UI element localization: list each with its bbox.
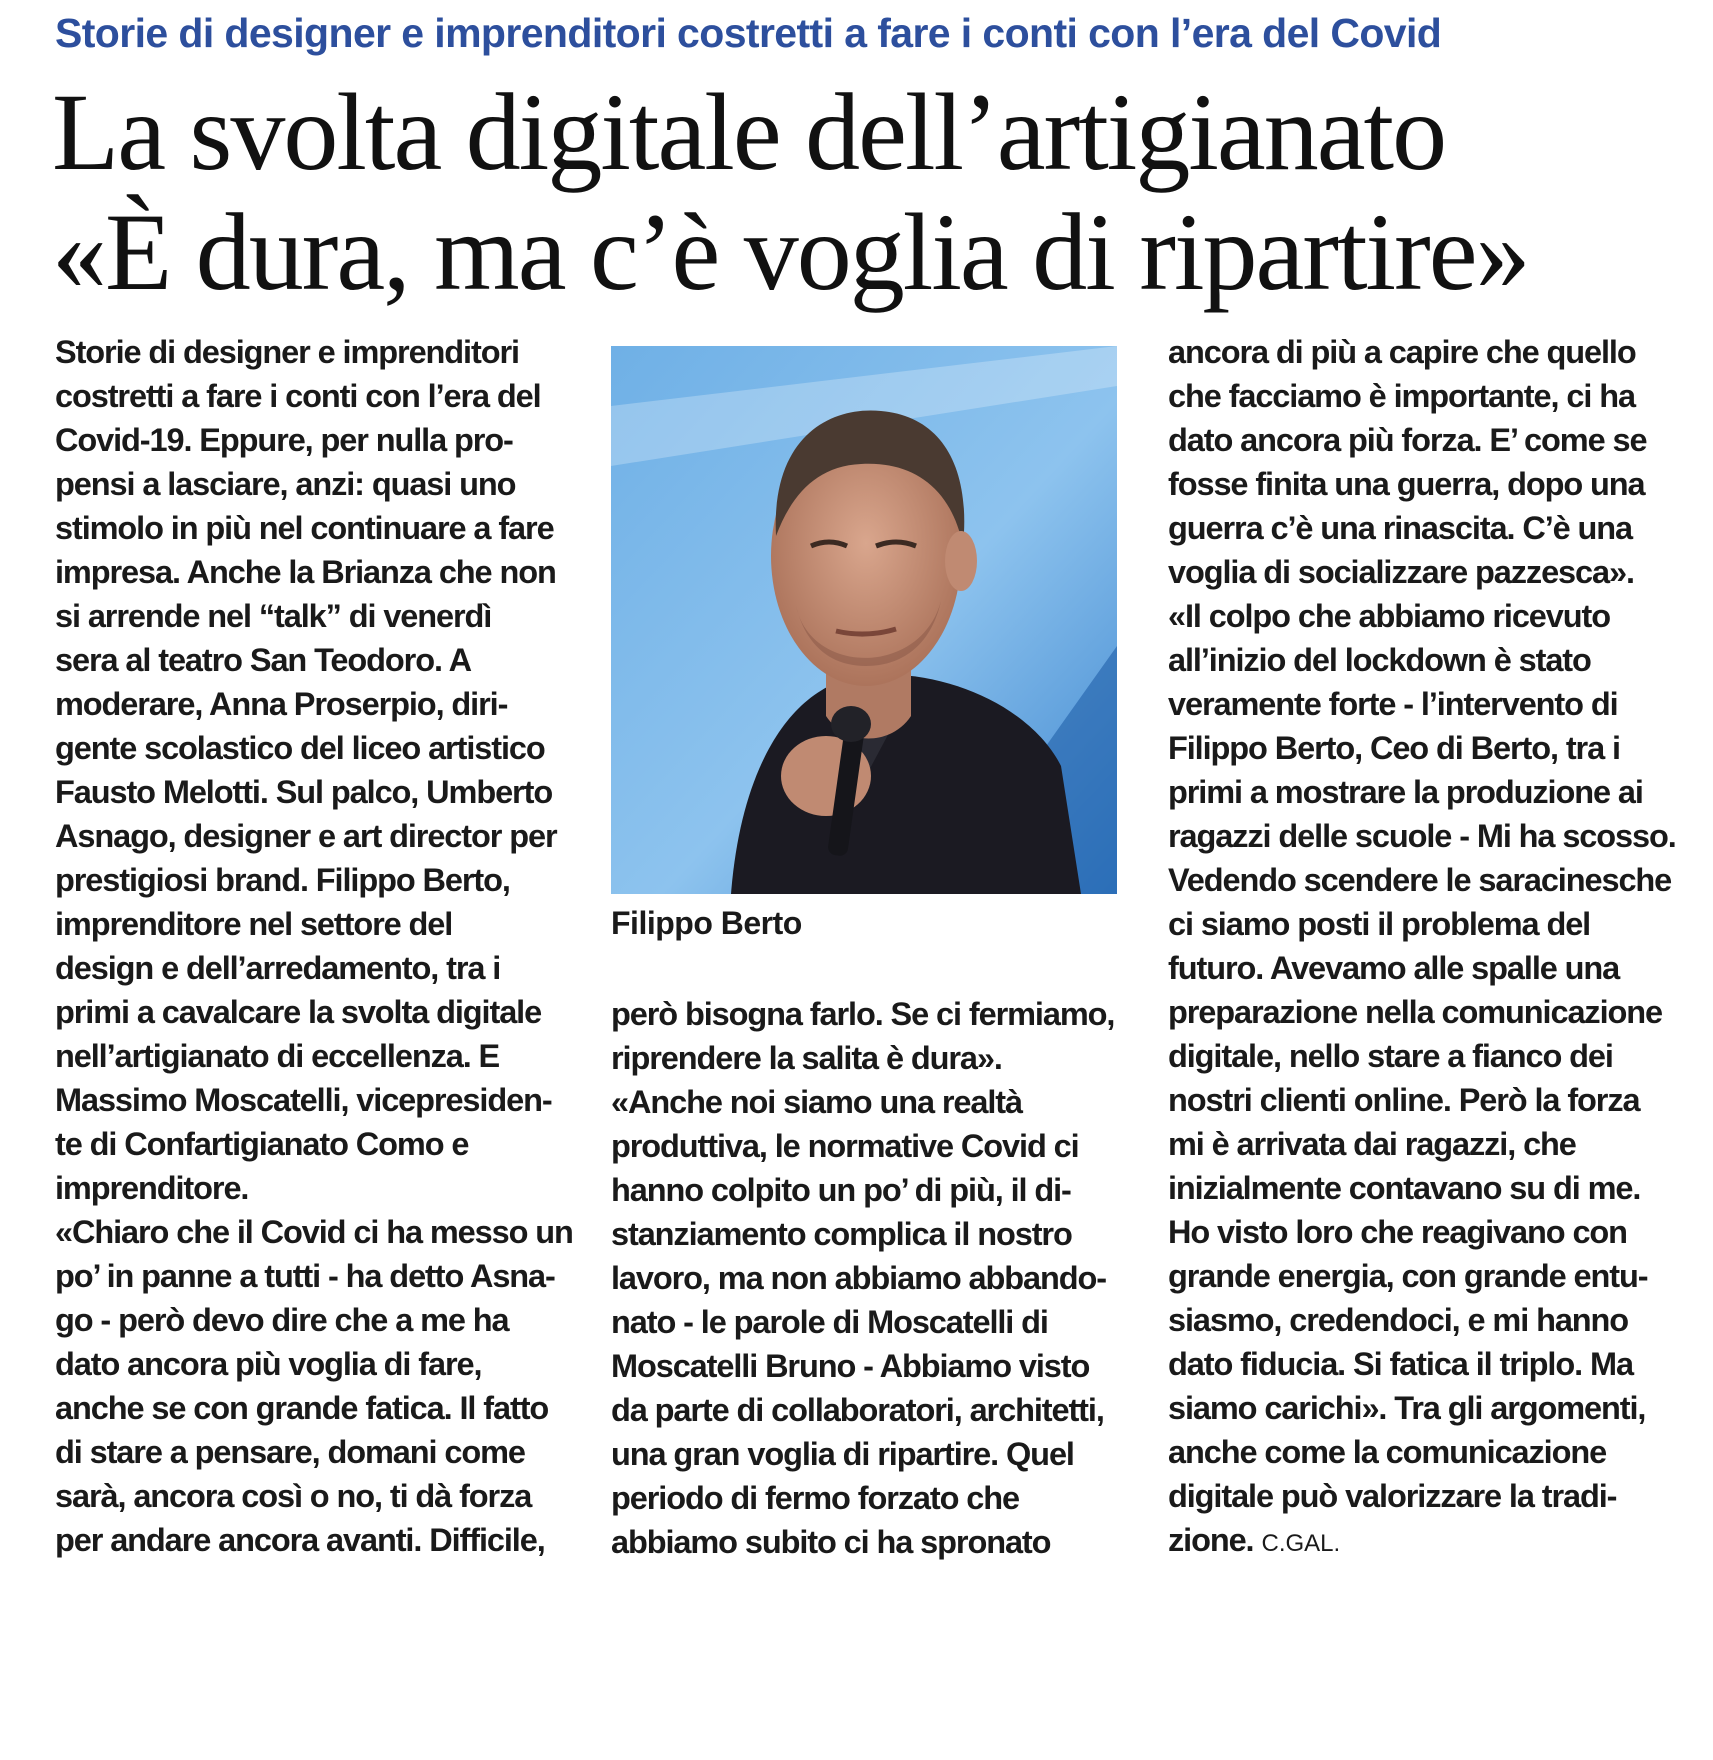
article-line-text: sera al teatro San Teodoro. A <box>55 642 471 678</box>
article-line <box>1168 1342 1673 1386</box>
article-line <box>55 550 560 594</box>
article-line-text: all’inizio del lockdown è stato <box>1168 642 1591 678</box>
article-line-text: zione. <box>1168 1522 1254 1558</box>
article-line-text: futuro. Avevamo alle spalle una <box>1168 950 1620 986</box>
article-line-text: veramente forte - l’intervento di <box>1168 686 1618 722</box>
article-line <box>55 638 560 682</box>
article-line-text: guerra c’è una rinascita. C’è una <box>1168 510 1633 546</box>
article-line-text: lavoro, ma non abbiamo abbando- <box>611 1260 1106 1296</box>
article-line-text: primi a cavalcare la svolta digitale <box>55 994 542 1030</box>
article-line <box>55 1254 560 1298</box>
article-line <box>1168 1210 1673 1254</box>
article-line-text: abbiamo subito ci ha spronato <box>611 1524 1051 1560</box>
article-line-text: siasmo, credendoci, e mi hanno <box>1168 1302 1629 1338</box>
article-line <box>1168 1386 1673 1430</box>
article-line <box>55 726 560 770</box>
article-line <box>611 1432 1116 1476</box>
headline <box>52 72 1529 312</box>
article-line <box>55 1122 560 1166</box>
author-byline: C.GAL. <box>1261 1530 1341 1557</box>
article-line-text: prestigiosi brand. Filippo Berto, <box>55 862 510 898</box>
article-line-text: ci siamo posti il problema del <box>1168 906 1591 942</box>
article-line <box>55 1298 560 1342</box>
article-line <box>1168 418 1673 462</box>
article-line <box>1168 902 1673 946</box>
portrait-photo <box>611 346 1117 894</box>
article-line-text: impresa. Anche la Brianza che non <box>55 554 556 590</box>
article-line <box>1168 770 1673 814</box>
article-line <box>55 374 560 418</box>
article-line <box>1168 638 1673 682</box>
article-line <box>1168 1474 1673 1518</box>
article-line-text: per andare ancora avanti. Difficile, <box>55 1522 545 1558</box>
article-line <box>611 1344 1116 1388</box>
article-line <box>55 462 560 506</box>
article-line-text: si arrende nel “talk” di venerdì <box>55 598 492 634</box>
article-line <box>1168 814 1676 858</box>
article-line <box>611 992 1116 1036</box>
article-line-text: che facciamo è importante, ci ha <box>1168 378 1635 414</box>
article-line-text: mi è arrivata dai ragazzi, che <box>1168 1126 1576 1162</box>
article-line-text: voglia di socializzare pazzesca». <box>1168 554 1634 590</box>
article-line <box>611 1124 1116 1168</box>
article-column-2 <box>611 992 1116 1564</box>
article-line-text: Covid-19. Eppure, per nulla pro- <box>55 422 513 458</box>
article-line-text: «Anche noi siamo una realtà <box>611 1084 1022 1120</box>
article-line-text: nostri clienti online. Però la forza <box>1168 1082 1640 1118</box>
headline-line-1: La svolta digitale dell’artigianato <box>52 71 1446 193</box>
article-line-text: Ho visto loro che reagivano con <box>1168 1214 1627 1250</box>
article-line-text: digitale può valorizzare la tradi- <box>1168 1478 1617 1514</box>
article-line-text: Asnago, designer e art director per <box>55 818 557 854</box>
article-line-text: siamo carichi». Tra gli argomenti, <box>1168 1390 1646 1426</box>
article-line <box>55 1342 560 1386</box>
article-line <box>55 770 560 814</box>
article-line-text: fosse finita una guerra, dopo una <box>1168 466 1645 502</box>
article-line-text: te di Confartigianato Como e <box>55 1126 469 1162</box>
article-line <box>55 682 560 726</box>
article-line-text: inizialmente contavano su di me. <box>1168 1170 1641 1206</box>
article-line <box>55 946 560 990</box>
article-line <box>1168 990 1673 1034</box>
article-line-text: hanno colpito un po’ di più, il di- <box>611 1172 1071 1208</box>
article-line <box>1168 374 1673 418</box>
article-line-text: Moscatelli Bruno - Abbiamo visto <box>611 1348 1090 1384</box>
article-line <box>55 1166 560 1210</box>
article-line-text: grande energia, con grande entu- <box>1168 1258 1648 1294</box>
article-line <box>55 1474 560 1518</box>
article-line <box>55 1210 573 1254</box>
article-line-text: sarà, ancora così o no, ti dà forza <box>55 1478 532 1514</box>
article-line <box>611 1300 1116 1344</box>
article-line-text: gente scolastico del liceo artistico <box>55 730 545 766</box>
article-line <box>55 1386 560 1430</box>
article-line <box>1168 506 1673 550</box>
article-line <box>1168 1430 1673 1474</box>
article-line <box>1168 1078 1673 1122</box>
article-line <box>611 1036 1116 1080</box>
article-line <box>611 1080 1116 1124</box>
kicker: Storie di designer e imprenditori costretti a fare i conti con l’era del Covid <box>55 10 1442 56</box>
article-line-text: costretti a fare i conti con l’era del <box>55 378 541 414</box>
article-line-text: riprendere la salita è dura». <box>611 1040 1002 1076</box>
article-line <box>55 1034 560 1078</box>
article-line <box>1168 1122 1673 1166</box>
article-line-text: go - però devo dire che a me ha <box>55 1302 509 1338</box>
article-line <box>55 330 560 374</box>
article-line <box>55 990 560 1034</box>
article-line <box>1168 1254 1673 1298</box>
article-line-text: una gran voglia di ripartire. Quel <box>611 1436 1074 1472</box>
article-line-text: Storie di designer e imprenditori <box>55 334 519 370</box>
article-line-text: Massimo Moscatelli, vicepresiden- <box>55 1082 552 1118</box>
article-line <box>55 1430 560 1474</box>
article-line-text: da parte di collaboratori, architetti, <box>611 1392 1104 1428</box>
article-line-text: anche come la comunicazione <box>1168 1434 1607 1470</box>
article-line <box>611 1476 1116 1520</box>
article-line <box>1168 1166 1673 1210</box>
article-line-text: primi a mostrare la produzione ai <box>1168 774 1643 810</box>
article-line <box>1168 946 1673 990</box>
article-line-text: Filippo Berto, Ceo di Berto, tra i <box>1168 730 1620 766</box>
article-line-text: «Chiaro che il Covid ci ha messo un <box>55 1214 573 1250</box>
headline-line-2: «È dura, ma c’è voglia di ripartire» <box>52 191 1529 313</box>
photo-caption: Filippo Berto <box>611 905 802 941</box>
article-line-text: però bisogna farlo. Se ci fermiamo, <box>611 996 1115 1032</box>
portrait-illustration <box>611 346 1117 894</box>
article-line <box>611 1520 1116 1564</box>
article-line <box>1168 330 1673 374</box>
article-line-text: di stare a pensare, domani come <box>55 1434 525 1470</box>
article-line <box>55 1078 560 1122</box>
article-line <box>55 1518 560 1562</box>
article-line-text: stanziamento complica il nostro <box>611 1216 1072 1252</box>
article-line-text: imprenditore. <box>55 1170 249 1206</box>
article-line <box>611 1212 1116 1256</box>
article-line <box>1168 682 1673 726</box>
article-line <box>1168 1034 1673 1078</box>
article-line-text: nell’artigianato di eccellenza. E <box>55 1038 500 1074</box>
article-line-text: nato - le parole di Moscatelli di <box>611 1304 1048 1340</box>
article-line-text: Fausto Melotti. Sul palco, Umberto <box>55 774 553 810</box>
article-line-text: produttiva, le normative Covid ci <box>611 1128 1079 1164</box>
article-line-text: preparazione nella comunicazione <box>1168 994 1662 1030</box>
article-line <box>1168 550 1673 594</box>
article-line-text: moderare, Anna Proserpio, diri- <box>55 686 508 722</box>
article-line <box>55 902 560 946</box>
article-line <box>55 506 560 550</box>
article-line <box>55 594 560 638</box>
article-line <box>55 814 560 858</box>
article-line-text: ancora di più a capire che quello <box>1168 334 1636 370</box>
article-line-text: imprenditore nel settore del <box>55 906 453 942</box>
article-line-text: dato fiducia. Si fatica il triplo. Ma <box>1168 1346 1633 1382</box>
article-column-3 <box>1168 330 1676 1562</box>
article-line-text: ragazzi delle scuole - Mi ha scosso. <box>1168 818 1676 854</box>
article-line-text: dato ancora più voglia di fare, <box>55 1346 482 1382</box>
article-line-text: design e dell’arredamento, tra i <box>55 950 501 986</box>
article-line-text: dato ancora più forza. E’ come se <box>1168 422 1647 458</box>
article-line-text: pensi a lasciare, anzi: quasi uno <box>55 466 516 502</box>
article-line <box>1168 462 1673 506</box>
article-line-text: digitale, nello stare a fianco dei <box>1168 1038 1613 1074</box>
article-line <box>55 418 560 462</box>
article-line <box>611 1388 1116 1432</box>
article-line-text: «Il colpo che abbiamo ricevuto <box>1168 598 1610 634</box>
article-line-text: Vedendo scendere le saracinesche <box>1168 862 1672 898</box>
article-line <box>1168 594 1673 638</box>
article-line-text: po’ in panne a tutti - ha detto Asna- <box>55 1258 555 1294</box>
article-line-text: anche se con grande fatica. Il fatto <box>55 1390 549 1426</box>
article-line <box>1168 858 1673 902</box>
article-column-1 <box>55 330 573 1562</box>
article-line-text: stimolo in più nel continuare a fare <box>55 510 554 546</box>
article-line <box>611 1256 1116 1300</box>
article-line <box>611 1168 1116 1212</box>
article-line <box>1168 1298 1673 1342</box>
article-line-text: periodo di fermo forzato che <box>611 1480 1019 1516</box>
article-line <box>1168 1518 1673 1562</box>
article-line <box>55 858 560 902</box>
article-line <box>1168 726 1673 770</box>
